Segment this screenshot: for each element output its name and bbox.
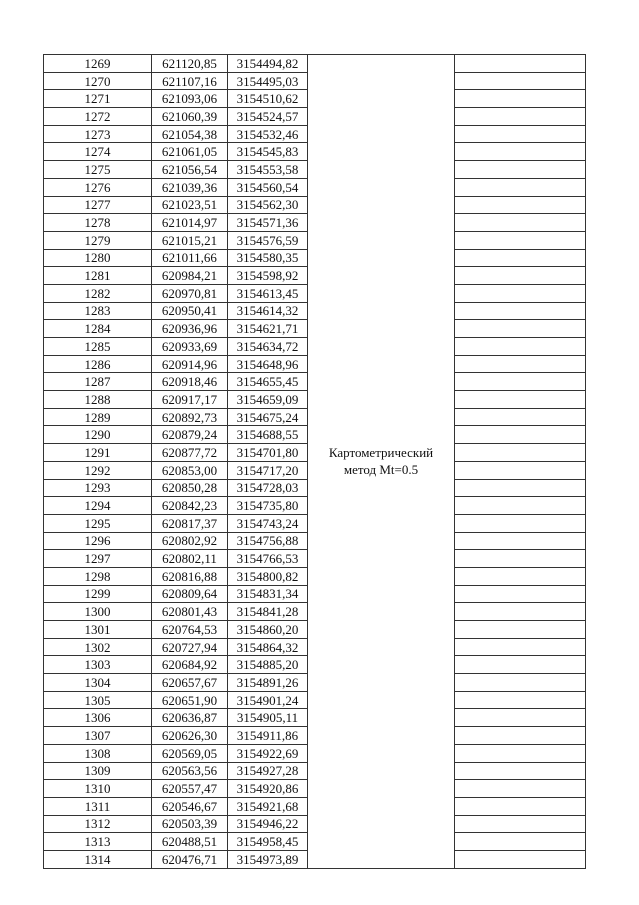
point-number-cell: 1311: [44, 797, 152, 815]
y-coordinate-cell: 3154973,89: [228, 850, 308, 868]
y-coordinate-cell: 3154841,28: [228, 603, 308, 621]
empty-cell: [455, 550, 586, 568]
y-coordinate-cell: 3154598,92: [228, 267, 308, 285]
x-coordinate-cell: 620626,30: [152, 727, 228, 745]
point-number-cell: 1297: [44, 550, 152, 568]
point-number-cell: 1290: [44, 426, 152, 444]
empty-cell: [455, 797, 586, 815]
y-coordinate-cell: 3154717,20: [228, 461, 308, 479]
empty-cell: [455, 284, 586, 302]
empty-cell: [455, 674, 586, 692]
empty-cell: [455, 532, 586, 550]
point-number-cell: 1283: [44, 302, 152, 320]
x-coordinate-cell: 620684,92: [152, 656, 228, 674]
x-coordinate-cell: 620488,51: [152, 833, 228, 851]
method-label-line2: метод Mt=0.5: [343, 462, 419, 478]
point-number-cell: 1300: [44, 603, 152, 621]
x-coordinate-cell: 620802,11: [152, 550, 228, 568]
y-coordinate-cell: 3154891,26: [228, 674, 308, 692]
empty-cell: [455, 302, 586, 320]
x-coordinate-cell: 620569,05: [152, 744, 228, 762]
x-coordinate-cell: 620557,47: [152, 780, 228, 798]
y-coordinate-cell: 3154743,24: [228, 514, 308, 532]
empty-cell: [455, 833, 586, 851]
x-coordinate-cell: 620842,23: [152, 497, 228, 515]
empty-cell: [455, 373, 586, 391]
x-coordinate-cell: 620817,37: [152, 514, 228, 532]
empty-cell: [455, 567, 586, 585]
point-number-cell: 1291: [44, 444, 152, 462]
point-number-cell: 1281: [44, 267, 152, 285]
empty-cell: [455, 178, 586, 196]
x-coordinate-cell: 620984,21: [152, 267, 228, 285]
point-number-cell: 1292: [44, 461, 152, 479]
empty-cell: [455, 231, 586, 249]
x-coordinate-cell: 620802,92: [152, 532, 228, 550]
x-coordinate-cell: 621056,54: [152, 161, 228, 179]
y-coordinate-cell: 3154560,54: [228, 178, 308, 196]
coordinates-table-body: [44, 55, 586, 869]
empty-cell: [455, 656, 586, 674]
x-coordinate-cell: 620970,81: [152, 284, 228, 302]
y-coordinate-cell: 3154885,20: [228, 656, 308, 674]
empty-cell: [455, 850, 586, 868]
empty-cell: [455, 355, 586, 373]
method-label-line1: Картометрический: [328, 445, 434, 461]
empty-cell: [455, 444, 586, 462]
y-coordinate-cell: 3154860,20: [228, 621, 308, 639]
point-number-cell: 1289: [44, 408, 152, 426]
point-number-cell: 1271: [44, 90, 152, 108]
point-number-cell: 1314: [44, 850, 152, 868]
y-coordinate-cell: 3154946,22: [228, 815, 308, 833]
coordinates-table: [43, 54, 586, 869]
point-number-cell: 1293: [44, 479, 152, 497]
x-coordinate-cell: 620933,69: [152, 338, 228, 356]
empty-cell: [455, 391, 586, 409]
y-coordinate-cell: 3154621,71: [228, 320, 308, 338]
y-coordinate-cell: 3154495,03: [228, 72, 308, 90]
x-coordinate-cell: 620801,43: [152, 603, 228, 621]
y-coordinate-cell: 3154613,45: [228, 284, 308, 302]
empty-cell: [455, 72, 586, 90]
point-number-cell: 1282: [44, 284, 152, 302]
point-number-cell: 1305: [44, 691, 152, 709]
empty-cell: [455, 691, 586, 709]
x-coordinate-cell: 620657,67: [152, 674, 228, 692]
x-coordinate-cell: 620476,71: [152, 850, 228, 868]
point-number-cell: 1294: [44, 497, 152, 515]
empty-cell: [455, 267, 586, 285]
point-number-cell: 1301: [44, 621, 152, 639]
x-coordinate-cell: 621061,05: [152, 143, 228, 161]
y-coordinate-cell: 3154675,24: [228, 408, 308, 426]
empty-cell: [455, 90, 586, 108]
point-number-cell: 1304: [44, 674, 152, 692]
y-coordinate-cell: 3154545,83: [228, 143, 308, 161]
y-coordinate-cell: 3154901,24: [228, 691, 308, 709]
empty-cell: [455, 125, 586, 143]
point-number-cell: 1310: [44, 780, 152, 798]
point-number-cell: 1280: [44, 249, 152, 267]
empty-cell: [455, 744, 586, 762]
point-number-cell: 1276: [44, 178, 152, 196]
x-coordinate-cell: 621039,36: [152, 178, 228, 196]
y-coordinate-cell: 3154562,30: [228, 196, 308, 214]
y-coordinate-cell: 3154655,45: [228, 373, 308, 391]
empty-cell: [455, 479, 586, 497]
x-coordinate-cell: 620809,64: [152, 585, 228, 603]
x-coordinate-cell: 621011,66: [152, 249, 228, 267]
y-coordinate-cell: 3154553,58: [228, 161, 308, 179]
point-number-cell: 1273: [44, 125, 152, 143]
point-number-cell: 1302: [44, 638, 152, 656]
point-number-cell: 1312: [44, 815, 152, 833]
x-coordinate-cell: 621060,39: [152, 108, 228, 126]
x-coordinate-cell: 620853,00: [152, 461, 228, 479]
point-number-cell: 1299: [44, 585, 152, 603]
empty-cell: [455, 108, 586, 126]
empty-cell: [455, 762, 586, 780]
x-coordinate-cell: 620950,41: [152, 302, 228, 320]
point-number-cell: 1270: [44, 72, 152, 90]
y-coordinate-cell: 3154532,46: [228, 125, 308, 143]
empty-cell: [455, 408, 586, 426]
y-coordinate-cell: 3154927,28: [228, 762, 308, 780]
empty-cell: [455, 603, 586, 621]
y-coordinate-cell: 3154648,96: [228, 355, 308, 373]
empty-cell: [455, 249, 586, 267]
point-number-cell: 1285: [44, 338, 152, 356]
point-number-cell: 1279: [44, 231, 152, 249]
empty-cell: [455, 514, 586, 532]
x-coordinate-cell: 621107,16: [152, 72, 228, 90]
x-coordinate-cell: 621014,97: [152, 214, 228, 232]
x-coordinate-cell: 621015,21: [152, 231, 228, 249]
x-coordinate-cell: 621023,51: [152, 196, 228, 214]
point-number-cell: 1277: [44, 196, 152, 214]
x-coordinate-cell: 620877,72: [152, 444, 228, 462]
x-coordinate-cell: 620918,46: [152, 373, 228, 391]
y-coordinate-cell: 3154510,62: [228, 90, 308, 108]
y-coordinate-cell: 3154958,45: [228, 833, 308, 851]
point-number-cell: 1295: [44, 514, 152, 532]
y-coordinate-cell: 3154922,69: [228, 744, 308, 762]
y-coordinate-cell: 3154735,80: [228, 497, 308, 515]
point-number-cell: 1269: [44, 55, 152, 73]
empty-cell: [455, 585, 586, 603]
empty-cell: [455, 320, 586, 338]
point-number-cell: 1308: [44, 744, 152, 762]
x-coordinate-cell: 620764,53: [152, 621, 228, 639]
point-number-cell: 1309: [44, 762, 152, 780]
x-coordinate-cell: 620850,28: [152, 479, 228, 497]
y-coordinate-cell: 3154800,82: [228, 567, 308, 585]
empty-cell: [455, 621, 586, 639]
point-number-cell: 1278: [44, 214, 152, 232]
point-number-cell: 1275: [44, 161, 152, 179]
empty-cell: [455, 161, 586, 179]
empty-cell: [455, 338, 586, 356]
point-number-cell: 1313: [44, 833, 152, 851]
empty-cell: [455, 214, 586, 232]
point-number-cell: 1287: [44, 373, 152, 391]
x-coordinate-cell: 620936,96: [152, 320, 228, 338]
y-coordinate-cell: 3154580,35: [228, 249, 308, 267]
x-coordinate-cell: 620651,90: [152, 691, 228, 709]
y-coordinate-cell: 3154701,80: [228, 444, 308, 462]
y-coordinate-cell: 3154688,55: [228, 426, 308, 444]
empty-cell: [455, 638, 586, 656]
empty-cell: [455, 143, 586, 161]
y-coordinate-cell: 3154911,86: [228, 727, 308, 745]
point-number-cell: 1274: [44, 143, 152, 161]
x-coordinate-cell: 620879,24: [152, 426, 228, 444]
y-coordinate-cell: 3154659,09: [228, 391, 308, 409]
x-coordinate-cell: 620503,39: [152, 815, 228, 833]
x-coordinate-cell: 621054,38: [152, 125, 228, 143]
x-coordinate-cell: 621093,06: [152, 90, 228, 108]
y-coordinate-cell: 3154921,68: [228, 797, 308, 815]
y-coordinate-cell: 3154524,57: [228, 108, 308, 126]
empty-cell: [455, 815, 586, 833]
x-coordinate-cell: 620892,73: [152, 408, 228, 426]
y-coordinate-cell: 3154905,11: [228, 709, 308, 727]
empty-cell: [455, 497, 586, 515]
method-cell: [308, 55, 455, 869]
empty-cell: [455, 709, 586, 727]
x-coordinate-cell: 620546,67: [152, 797, 228, 815]
y-coordinate-cell: 3154864,32: [228, 638, 308, 656]
x-coordinate-cell: 620636,87: [152, 709, 228, 727]
y-coordinate-cell: 3154728,03: [228, 479, 308, 497]
empty-cell: [455, 426, 586, 444]
y-coordinate-cell: 3154494,82: [228, 55, 308, 73]
point-number-cell: 1303: [44, 656, 152, 674]
x-coordinate-cell: 620917,17: [152, 391, 228, 409]
y-coordinate-cell: 3154920,86: [228, 780, 308, 798]
x-coordinate-cell: 620914,96: [152, 355, 228, 373]
y-coordinate-cell: 3154614,32: [228, 302, 308, 320]
point-number-cell: 1298: [44, 567, 152, 585]
empty-cell: [455, 55, 586, 73]
x-coordinate-cell: 620563,56: [152, 762, 228, 780]
empty-cell: [455, 727, 586, 745]
table-row: [44, 55, 586, 73]
y-coordinate-cell: 3154571,36: [228, 214, 308, 232]
y-coordinate-cell: 3154831,34: [228, 585, 308, 603]
y-coordinate-cell: 3154576,59: [228, 231, 308, 249]
empty-cell: [455, 780, 586, 798]
empty-cell: [455, 461, 586, 479]
point-number-cell: 1284: [44, 320, 152, 338]
point-number-cell: 1307: [44, 727, 152, 745]
x-coordinate-cell: 620727,94: [152, 638, 228, 656]
x-coordinate-cell: 621120,85: [152, 55, 228, 73]
point-number-cell: 1288: [44, 391, 152, 409]
y-coordinate-cell: 3154756,88: [228, 532, 308, 550]
point-number-cell: 1306: [44, 709, 152, 727]
empty-cell: [455, 196, 586, 214]
x-coordinate-cell: 620816,88: [152, 567, 228, 585]
point-number-cell: 1286: [44, 355, 152, 373]
point-number-cell: 1272: [44, 108, 152, 126]
point-number-cell: 1296: [44, 532, 152, 550]
y-coordinate-cell: 3154634,72: [228, 338, 308, 356]
y-coordinate-cell: 3154766,53: [228, 550, 308, 568]
